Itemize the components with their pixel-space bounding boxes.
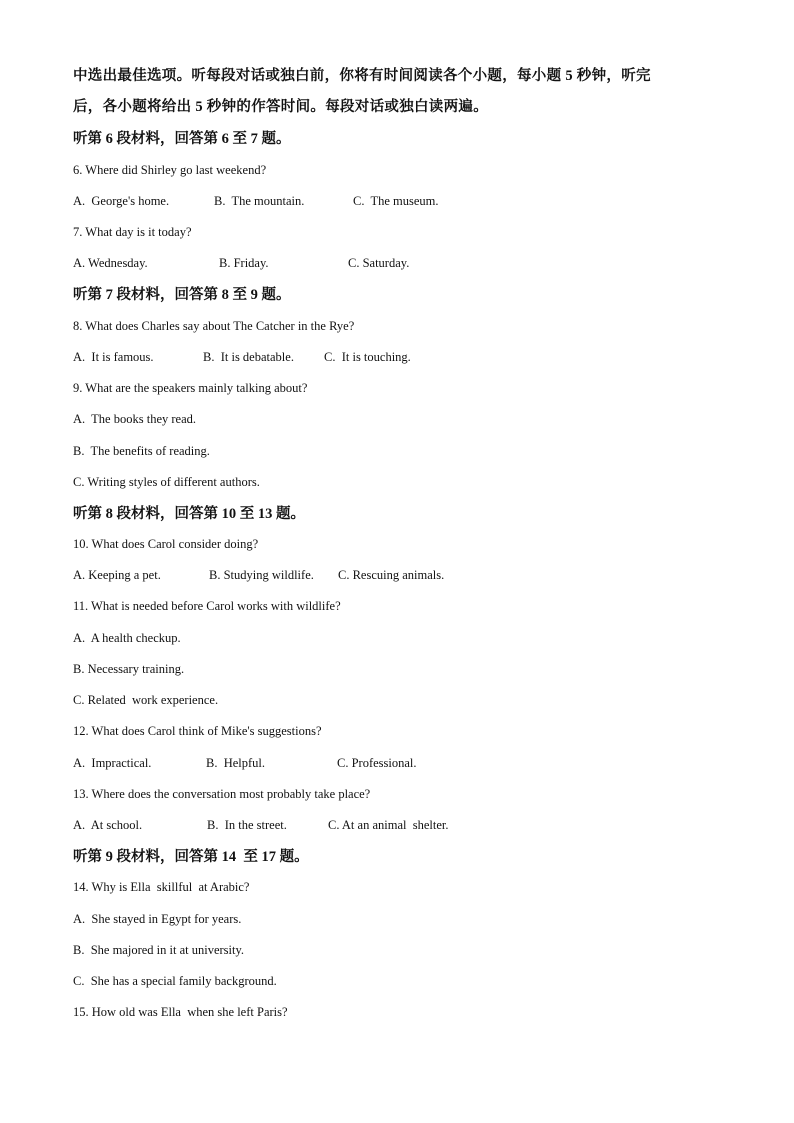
option-13-c: C. At an animal shelter. xyxy=(328,818,449,832)
option-7-c: C. Saturday. xyxy=(348,256,410,270)
instructions-line-1: 中选出最佳选项。听每段对话或独白前，你将有时间阅读各个小题，每小题 5 秒钟，听完 xyxy=(73,68,651,84)
option-8-c: C. It is touching. xyxy=(324,350,411,364)
option-12-b: B. Helpful. xyxy=(206,756,266,770)
option-14-b: B. She majored in it at university. xyxy=(73,943,245,957)
option-10-b: B. Studying wildlife. xyxy=(209,568,314,582)
option-12-c: C. Professional. xyxy=(337,756,417,770)
option-6-a: A. George's home. xyxy=(73,194,170,208)
question-13: 13. Where does the conversation most probably take place? xyxy=(73,787,371,801)
option-8-a: A. It is famous. xyxy=(73,350,154,364)
option-14-c: C. She has a special family background. xyxy=(73,974,277,988)
option-13-a: A. At school. xyxy=(73,818,143,832)
option-9-b: B. The benefits of reading. xyxy=(73,444,210,458)
instructions-line-2: 后，各小题将给出 5 秒钟的作答时间。每段对话或独白读两遍。 xyxy=(73,99,488,115)
option-11-a: A. A health checkup. xyxy=(73,631,181,645)
question-7: 7. What day is it today? xyxy=(73,225,192,239)
option-13-b: B. In the street. xyxy=(207,818,287,832)
section-heading-7: 听第 7 段材料，回答第 8 至 9 题。 xyxy=(73,287,291,303)
option-11-c: C. Related work experience. xyxy=(73,693,219,707)
section-heading-8: 听第 8 段材料，回答第 10 至 13 题。 xyxy=(73,506,305,522)
question-9: 9. What are the speakers mainly talking about? xyxy=(73,381,308,395)
option-12-a: A. Impractical. xyxy=(73,756,152,770)
option-7-a: A. Wednesday. xyxy=(73,256,148,270)
option-6-b: B. The mountain. xyxy=(214,194,305,208)
option-10-a: A. Keeping a pet. xyxy=(73,568,161,582)
question-12: 12. What does Carol think of Mike's suggestions? xyxy=(73,724,322,738)
question-6: 6. Where did Shirley go last weekend? xyxy=(73,163,267,177)
option-9-a: A. The books they read. xyxy=(73,412,197,426)
question-14: 14. Why is Ella skillful at Arabic? xyxy=(73,880,250,894)
section-heading-9: 听第 9 段材料，回答第 14 至 17 题。 xyxy=(73,849,309,865)
question-8: 8. What does Charles say about The Catcher in the Rye? xyxy=(73,319,355,333)
option-7-b: B. Friday. xyxy=(219,256,269,270)
option-6-c: C. The museum. xyxy=(353,194,439,208)
option-9-c: C. Writing styles of different authors. xyxy=(73,475,260,489)
section-heading-6: 听第 6 段材料，回答第 6 至 7 题。 xyxy=(73,131,291,147)
option-10-c: C. Rescuing animals. xyxy=(338,568,445,582)
question-15: 15. How old was Ella when she left Paris? xyxy=(73,1005,288,1019)
question-10: 10. What does Carol consider doing? xyxy=(73,537,259,551)
question-11: 11. What is needed before Carol works with wildlife? xyxy=(73,599,341,613)
option-14-a: A. She stayed in Egypt for years. xyxy=(73,912,242,926)
option-11-b: B. Necessary training. xyxy=(73,662,185,676)
option-8-b: B. It is debatable. xyxy=(203,350,294,364)
